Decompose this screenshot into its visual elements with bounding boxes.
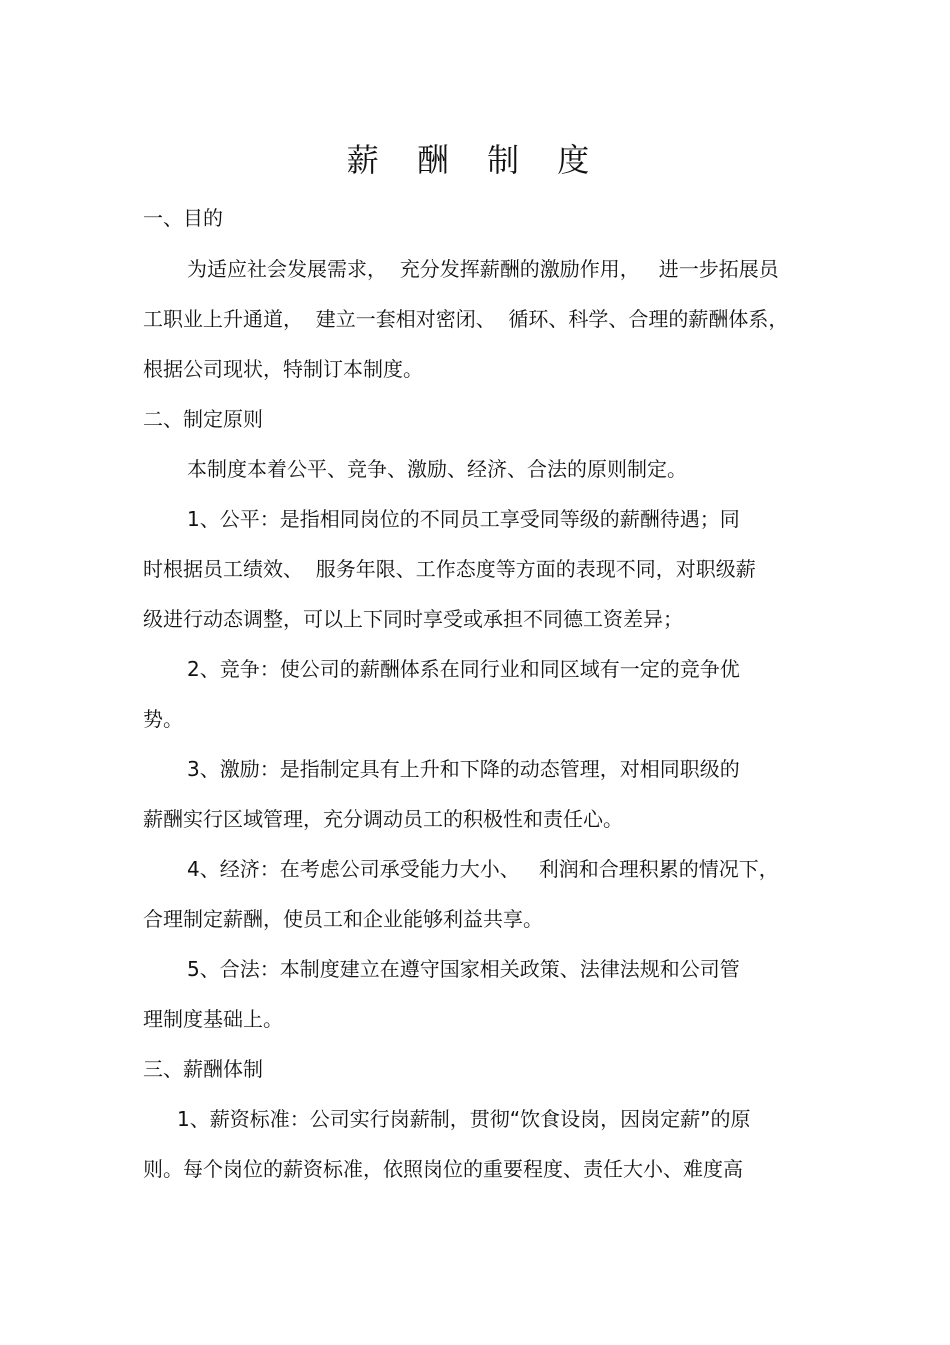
paragraph-line: 本制度本着公平、竞争、激励、经济、合法的原则制定。 <box>187 457 687 481</box>
paragraph-line: 3、激励：是指制定具有上升和下降的动态管理，对相同职级的 <box>187 757 740 781</box>
paragraph-line: 1、公平：是指相同岗位的不同员工享受同等级的薪酬待遇；同 <box>187 507 740 531</box>
paragraph-line: 合理制定薪酬，使员工和企业能够利益共享。 <box>143 907 543 931</box>
paragraph-line: 为适应社会发展需求， 充分发挥薪酬的激励作用， 进一步拓展员 <box>187 257 779 281</box>
paragraph-line: 薪酬实行区域管理，充分调动员工的积极性和责任心。 <box>143 807 623 831</box>
paragraph-line: 势。 <box>143 707 183 731</box>
paragraph-line: 级进行动态调整，可以上下同时享受或承担不同德工资差异； <box>143 607 683 631</box>
section-heading-principles: 二、制定原则 <box>143 407 263 431</box>
section-heading-purpose: 一、目的 <box>143 206 223 230</box>
paragraph-line: 2、竞争：使公司的薪酬体系在同行业和同区域有一定的竞争优 <box>187 657 740 681</box>
paragraph-line: 5、合法：本制度建立在遵守国家相关政策、法律法规和公司管 <box>187 957 740 981</box>
paragraph-line: 时根据员工绩效、 服务年限、工作态度等方面的表现不同，对职级薪 <box>143 557 756 581</box>
paragraph-line: 则。每个岗位的薪资标准，依照岗位的重要程度、责任大小、难度高 <box>143 1157 743 1181</box>
paragraph-line: 工职业上升通道， 建立一套相对密闭、 循环、科学、合理的薪酬体系， <box>143 307 789 331</box>
paragraph-line: 理制度基础上。 <box>143 1007 283 1031</box>
section-heading-system: 三、薪酬体制 <box>143 1057 263 1081</box>
paragraph-line: 4、经济：在考虑公司承受能力大小、 利润和合理积累的情况下， <box>187 857 779 881</box>
paragraph-line: 1、薪资标准：公司实行岗薪制，贯彻“饮食设岗，因岗定薪”的原 <box>177 1107 751 1131</box>
paragraph-line: 根据公司现状，特制订本制度。 <box>143 357 423 381</box>
document-title: 薪 酬 制 度 <box>346 141 604 179</box>
